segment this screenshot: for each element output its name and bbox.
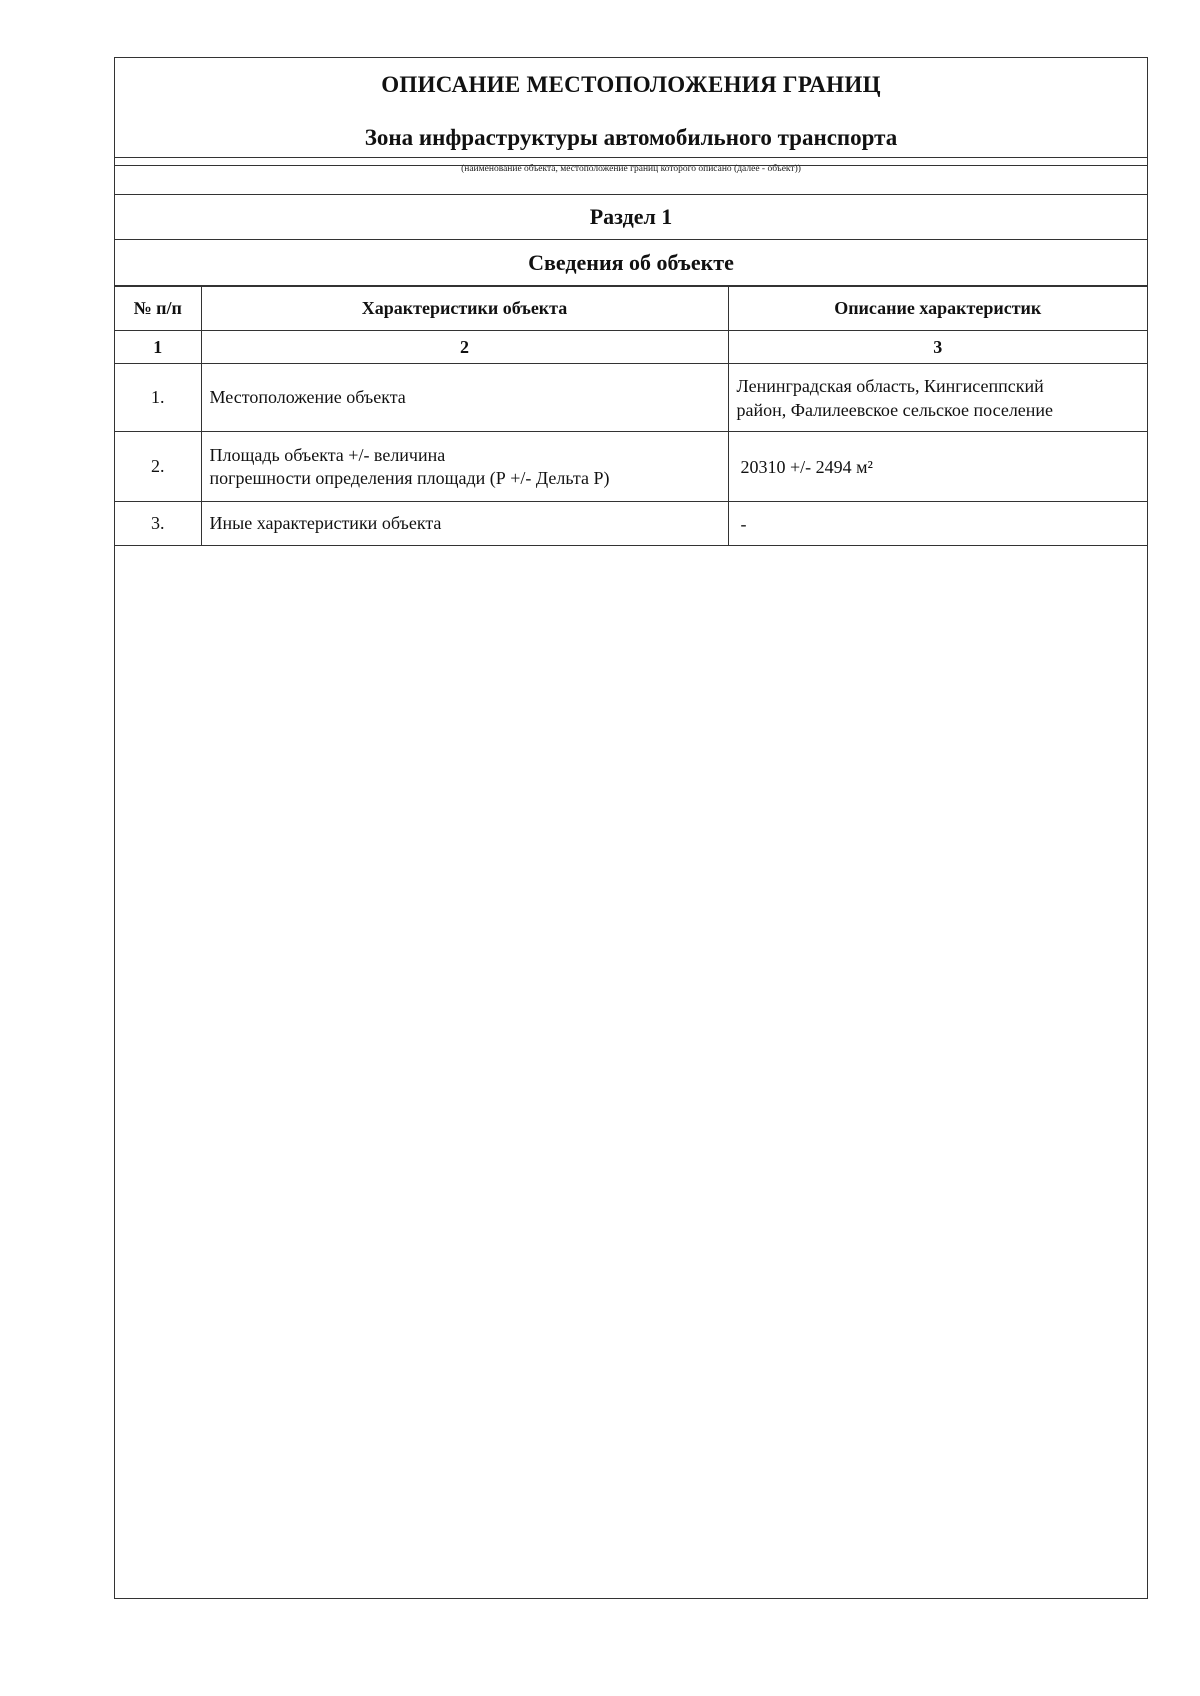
object-caption: (наименование объекта, местоположение границ которого описано (далее - объект))	[461, 164, 801, 174]
header-characteristics: Характеристики объекта	[201, 287, 728, 331]
section-number: Раздел 1	[115, 194, 1147, 240]
document-title: ОПИСАНИЕ МЕСТОПОЛОЖЕНИЯ ГРАНИЦ	[381, 72, 881, 97]
row-number: 3.	[115, 502, 201, 546]
description-line: -	[740, 513, 747, 534]
row-description	[728, 502, 1147, 546]
column-number-2: 2	[201, 331, 728, 364]
description-line: район, Фалилеевское сельское поселение	[736, 399, 1054, 420]
object-name: Зона инфраструктуры автомобильного транспорта	[364, 125, 898, 150]
header-number: № п/п	[115, 287, 201, 331]
row-description	[728, 364, 1147, 432]
row-description	[728, 432, 1147, 502]
table-row	[115, 364, 1147, 432]
row-characteristic	[201, 432, 728, 502]
document-page	[114, 57, 1148, 1599]
table-row	[115, 502, 1147, 546]
object-info-table	[115, 286, 1147, 546]
characteristic-line: Местоположение объекта	[209, 387, 406, 407]
characteristic-line: погрешности определения площади (Р +/- Дельта Р)	[209, 467, 610, 488]
table-row	[115, 432, 1147, 502]
row-number: 2.	[115, 432, 201, 502]
section-title: Сведения об объекте	[115, 240, 1147, 286]
row-number: 1.	[115, 364, 201, 432]
description-line: Ленинградская область, Кингисеппский	[736, 375, 1044, 396]
characteristic-line: Иные характеристики объекта	[209, 513, 442, 533]
row-characteristic	[201, 364, 728, 432]
row-characteristic	[201, 502, 728, 546]
table-header-row	[115, 287, 1147, 331]
column-number-3: 3	[728, 331, 1147, 364]
column-number-1: 1	[115, 331, 201, 364]
description-line: 20310 +/- 2494 м²	[740, 456, 873, 477]
column-number-row	[115, 331, 1147, 364]
header-description: Описание характеристик	[728, 287, 1147, 331]
title-block	[115, 58, 1147, 158]
characteristic-line: Площадь объекта +/- величина	[209, 444, 446, 465]
